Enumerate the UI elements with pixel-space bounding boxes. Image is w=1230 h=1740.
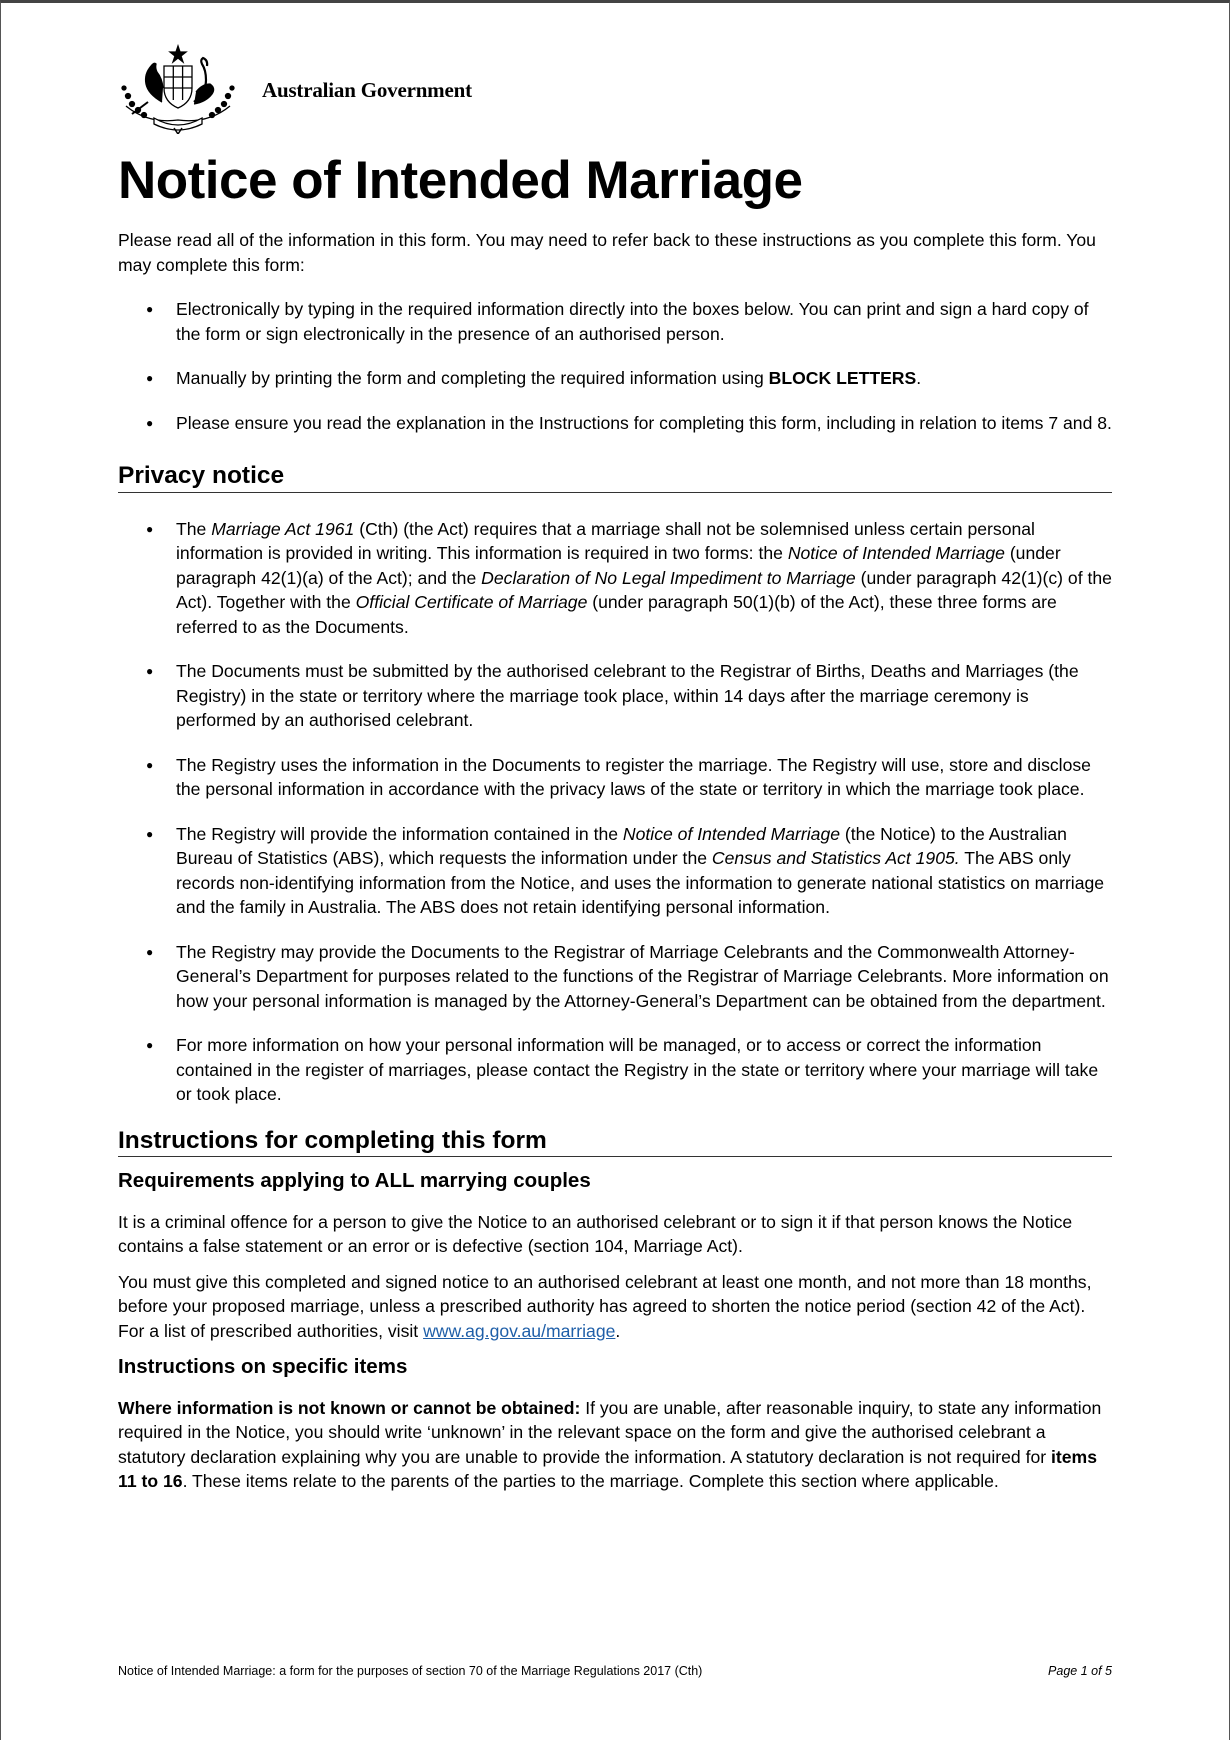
list-item: ● Please ensure you read the explanation in the Instructions for completing this form, including in relation to items 7 and 8.	[118, 411, 1112, 436]
privacy-heading: Privacy notice	[118, 464, 1112, 493]
page-title: Notice of Intended Marriage	[118, 151, 803, 210]
intro-paragraph: Please read all of the information in this form. You may need to refer back to these instructions as you complete this form. You may complete this form:	[118, 230, 1096, 275]
list-item: ● The Registry uses the information in the Documents to register the marriage. The Registry will use, store and disclose the personal information in accordance with the privacy laws of the state or territory in which the marriage took place.	[118, 753, 1112, 802]
list-item: ● For more information on how your personal information will be managed, or to access or correct the information contained in the register of marriages, please contact the Registry in the state or territory where your marriage will take or took place.	[118, 1033, 1112, 1107]
criminal-offence-paragraph: It is a criminal offence for a person to give the Notice to an authorised celebrant or to sign it if that person knows the Notice contains a false statement or an error or is defective (section 104, Marriage Act).	[118, 1211, 1073, 1256]
text: (under paragraph 42(1)(c) of the Act). Together with the	[176, 567, 1112, 612]
specific-items-subheading: Instructions on specific items	[118, 1355, 408, 1378]
list-item	[118, 517, 1112, 640]
instructions-heading: Instructions for completing this form	[118, 1129, 1112, 1158]
block-letters-emphasis: BLOCK LETTERS	[768, 368, 917, 388]
italic-title: Notice of Intended Marriage	[622, 823, 841, 844]
page-number: Page 1 of 5	[1048, 1664, 1112, 1678]
italic-title: Census and Statistics Act 1905.	[711, 848, 960, 868]
unknown-info-paragraph	[118, 1396, 1112, 1494]
bold-items: items 11 to 16	[118, 1446, 1097, 1491]
text: You must give this completed and signed notice to an authorised celebrant at least one month, and not more than 18 months, before your proposed marriage, unless a prescribed authority has agreed to shorten the notice period (section 42 of the Act). For a list of prescribed authorities, visit	[118, 1271, 1092, 1341]
text: The ABS only records non-identifying information from the Notice, and uses the information to generate national statistics on marriage and the family in Australia. The ABS does not retain identifying personal information.	[176, 848, 1105, 917]
document-body	[118, 228, 1112, 1505]
text: (the Notice) to the Australian Bureau of Statistics (ABS), which requests the information under the	[176, 823, 1067, 868]
list-item: ● The Documents must be submitted by the authorised celebrant to the Registrar of Births, Deaths and Marriages (the Registry) in the state or territory where the marriage took place, within 14 days after the marriage ceremony is performed by an authorised celebrant.	[118, 659, 1112, 733]
text: If you are unable, after reasonable inquiry, to state any information required in the Notice, you should write ‘unknown’ in the relevant space on the form and give the authorised celebrant a statutory declaration explaining why you are unable to provide the information. A statutory declaration is not required for	[118, 1397, 1102, 1467]
italic-title: Marriage Act 1961	[211, 518, 355, 539]
italic-title: Official Certificate of Marriage	[355, 592, 588, 612]
footer	[118, 1664, 1112, 1678]
italic-title: Declaration of No Legal Impediment to Marriage	[481, 567, 856, 588]
text: (under paragraph 50(1)(b) of the Act), these three forms are referred to as the Documents.	[176, 592, 1057, 637]
marriage-link[interactable]: www.ag.gov.au/marriage	[423, 1320, 616, 1341]
notice-period-paragraph	[118, 1270, 1112, 1344]
header	[118, 44, 472, 134]
text: (under paragraph 42(1)(a) of the Act); and the	[176, 543, 1061, 588]
list-item-text: Manually by printing the form and completing the required information using	[176, 368, 769, 388]
text: (Cth) (the Act) requires that a marriage shall not be solemnised unless certain personal information is provided in writing. This information is required in two forms: the	[176, 518, 1035, 563]
italic-title: Notice of Intended Marriage	[787, 543, 1005, 563]
bold-lead: Where information is not known or cannot be obtained:	[118, 1397, 581, 1418]
requirements-subheading: Requirements applying to ALL marrying couples	[118, 1169, 591, 1192]
government-name: Australian Government	[262, 77, 472, 102]
coat-of-arms-icon	[118, 44, 238, 134]
list-item	[118, 822, 1112, 920]
footer-form-reference: Notice of Intended Marriage: a form for the purposes of section 70 of the Marriage Regulations 2017 (Cth)	[118, 1664, 703, 1678]
text: The	[176, 518, 212, 539]
text: . These items relate to the parents of the parties to the marriage. Complete this section where applicable.	[182, 1471, 999, 1491]
list-item-text: .	[916, 368, 922, 388]
list-item: ● The Registry may provide the Documents to the Registrar of Marriage Celebrants and the Commonwealth Attorney-General’s Department for purposes related to the functions of the Registrar of Marriage Celebrants. More information on how your personal information is managed by the Attorney-General’s Department can be obtained from the department.	[118, 940, 1112, 1014]
privacy-list	[118, 517, 1112, 1107]
intro-list	[118, 297, 1112, 435]
text: The Registry will provide the information contained in the	[176, 823, 623, 844]
list-item: ● Electronically by typing in the required information directly into the boxes below. You can print and sign a hard copy of the form or sign electronically in the presence of an authorised person.	[118, 297, 1112, 346]
list-item	[118, 366, 1112, 391]
text: .	[615, 1320, 621, 1341]
